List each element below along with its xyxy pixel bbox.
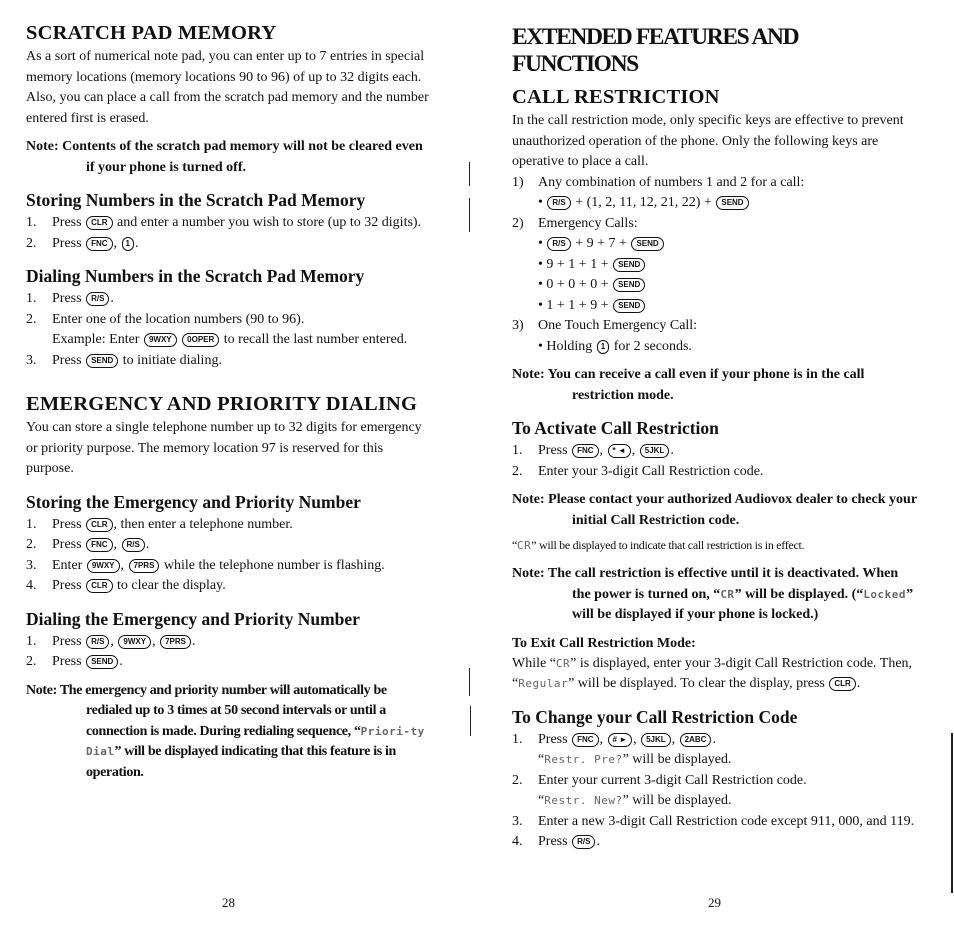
scratch-pad-body: As a sort of numerical note pad, you can enter up to 7 entries in special memory locations (memory locations 90 to 96) of up to 32 digits each. Also, you can place a call from the scratch pad memory and the number entered first is erased. <box>26 49 429 126</box>
list-item: 1) Any combination of numbers 1 and 2 for a call: <box>512 174 805 190</box>
exit-restriction-body: While “CR” is displayed, enter your 3-digit Call Restriction code. Then, “Regular” will be displayed. To clear the display, press CLR . <box>512 655 913 691</box>
recall-key-icon: R/S <box>122 538 145 552</box>
cr-indicator-text: “CR” will be displayed to indicate that call restriction is in effect. <box>512 538 805 552</box>
list-item: • Holding 1 for 2 seconds. <box>538 338 692 354</box>
recall-key-icon: R/S <box>547 196 570 210</box>
nine-key-icon: 9WXY <box>118 635 151 649</box>
list-item: 1. Press R/S , 9WXY , 7PRS . <box>26 633 196 649</box>
send-key-icon: SEND <box>631 237 663 251</box>
list-item: 3. Enter a new 3-digit Call Restriction code except 911, 000, and 119. <box>512 813 915 829</box>
change-code-steps <box>512 730 920 853</box>
left-page <box>26 0 432 787</box>
exit-restriction-heading: To Exit Call Restriction Mode: <box>512 635 696 651</box>
fnc-key-icon: FNC <box>572 444 598 458</box>
clr-key-icon: CLR <box>86 579 112 593</box>
page-number-left: 28 <box>222 895 235 910</box>
dialing-numbers-steps <box>26 289 432 371</box>
dialing-emergency-heading: Dialing the Emergency and Priority Number <box>26 608 360 629</box>
list-item: 2. Enter your current 3-digit Call Restriction code. “Restr. New?” will be displayed. <box>512 772 807 808</box>
one-key-icon: 1 <box>122 237 134 251</box>
list-item: 1. Press FNC , # ► , 5JKL , 2ABC . “Restr. Pre?” will be displayed. <box>512 731 732 767</box>
margin-mark <box>951 733 953 893</box>
emergency-heading: EMERGENCY AND PRIORITY DIALING <box>26 393 418 415</box>
margin-mark <box>469 162 470 186</box>
seven-key-icon: 7PRS <box>129 559 160 573</box>
send-key-icon: SEND <box>613 299 645 313</box>
list-item: • R/S + 9 + 7 + SEND <box>512 234 920 255</box>
nine-key-icon: 9WXY <box>87 559 120 573</box>
operative-keys-list <box>512 173 920 358</box>
recall-key-icon: R/S <box>547 237 570 251</box>
recall-key-icon: R/S <box>86 292 109 306</box>
deactivation-note: Note: The call restriction is effective until it is deactivated. When the power is turned on, “CR” will be displayed. (“Locked” will be displayed if your phone is locked.) <box>512 566 914 622</box>
two-key-icon: 2ABC <box>680 733 712 747</box>
dealer-note: Note: Please contact your authorized Audiovox dealer to check your initial Call Restriction code. <box>512 492 917 528</box>
seven-key-icon: 7PRS <box>160 635 191 649</box>
call-restriction-heading: CALL RESTRICTION <box>512 86 720 108</box>
list-item: 3. Enter 9WXY , 7PRS while the telephone number is flashing. <box>26 557 385 573</box>
recall-key-icon: R/S <box>86 635 109 649</box>
five-key-icon: 5JKL <box>640 444 670 458</box>
dialing-numbers-heading: Dialing Numbers in the Scratch Pad Memory <box>26 266 365 286</box>
storing-numbers-heading: Storing Numbers in the Scratch Pad Memory <box>26 190 366 210</box>
list-item: • R/S + (1, 2, 11, 12, 21, 22) + SEND <box>512 193 920 214</box>
activate-steps <box>512 441 920 482</box>
emergency-body: You can store a single telephone number up to 32 digits for emergency or priority purpose. The memory location 97 is reserved for this purpose. <box>26 420 422 476</box>
list-item: 1. Press R/S . <box>26 291 114 306</box>
send-key-icon: SEND <box>613 278 645 292</box>
list-item: 3) One Touch Emergency Call: <box>512 318 698 333</box>
fnc-key-icon: FNC <box>86 538 112 552</box>
scratch-pad-heading: SCRATCH PAD MEMORY <box>26 22 277 44</box>
call-restriction-body: In the call restriction mode, only specific keys are effective to prevent unauthorized operation of the phone. Only the following keys are operative to place a call. <box>512 113 904 169</box>
fnc-key-icon: FNC <box>86 237 112 251</box>
list-item: 4. Press CLR to clear the display. <box>26 578 226 593</box>
right-page <box>512 0 920 853</box>
redial-note: Note: The emergency and priority number will automatically be redialed up to 3 times at 50 second intervals or until a connection is made. During redialing sequence, “Priori-ty Dial” will be displayed indicating that this feature is in operation. <box>26 682 425 780</box>
page-number-right: 29 <box>708 895 721 910</box>
zero-key-icon: 0OPER <box>182 333 219 347</box>
pound-key-icon: # ► <box>608 733 633 747</box>
list-item: 2. Press FNC , 1 . <box>26 235 139 251</box>
clr-key-icon: CLR <box>86 518 112 532</box>
list-item: 2. Enter your 3-digit Call Restriction code. <box>512 463 764 479</box>
extended-features-heading: EXTENDED FEATURES AND FUNCTIONS <box>512 24 799 77</box>
list-item: • 1 + 1 + 9 + SEND <box>512 296 920 317</box>
star-key-icon: * ◄ <box>608 444 631 458</box>
change-code-heading: To Change your Call Restriction Code <box>512 706 798 727</box>
clr-key-icon: CLR <box>86 216 112 230</box>
list-item: 4. Press R/S . <box>512 834 600 849</box>
receive-call-note: Note: You can receive a call even if your phone is in the call restriction mode. <box>512 367 865 403</box>
list-item: 1. Press CLR , then enter a telephone number. <box>26 516 293 532</box>
list-item: 1. Press FNC , * ◄ , 5JKL . <box>512 443 674 458</box>
list-item: 2. Press SEND . <box>26 654 123 669</box>
list-item: 3. Press SEND to initiate dialing. <box>26 352 222 368</box>
five-key-icon: 5JKL <box>641 733 671 747</box>
activate-restriction-heading: To Activate Call Restriction <box>512 418 719 438</box>
dialing-emergency-steps <box>26 632 432 673</box>
recall-key-icon: R/S <box>572 835 595 849</box>
send-key-icon: SEND <box>86 655 118 669</box>
storing-numbers-steps <box>26 213 432 254</box>
margin-mark <box>470 706 471 736</box>
list-item: • 9 + 1 + 1 + SEND <box>512 255 920 276</box>
lcd-text: Priori-ty Dial <box>86 724 425 758</box>
send-key-icon: SEND <box>716 196 748 210</box>
storing-emergency-heading: Storing the Emergency and Priority Number <box>26 491 361 512</box>
list-item: 2. Press FNC , R/S . <box>26 537 150 552</box>
list-item: • 0 + 0 + 0 + SEND <box>512 275 920 296</box>
fnc-key-icon: FNC <box>572 733 598 747</box>
scratch-pad-note: Note: Contents of the scratch pad memory will not be cleared even if your phone is turned off. <box>26 139 423 175</box>
list-item: 2) Emergency Calls: <box>512 215 638 231</box>
list-item: 2. Enter one of the location numbers (90 to 96). Example: Enter 9WXY 0OPER to recall the last number entered. <box>26 311 408 347</box>
send-key-icon: SEND <box>86 354 118 368</box>
storing-emergency-steps <box>26 515 432 597</box>
margin-mark <box>469 668 470 696</box>
margin-mark <box>469 198 470 232</box>
clr-key-icon: CLR <box>829 677 855 691</box>
list-item: 1. Press CLR and enter a number you wish to store (up to 32 digits). <box>26 215 422 230</box>
one-key-icon: 1 <box>597 340 609 354</box>
nine-key-icon: 9WXY <box>144 333 177 347</box>
send-key-icon: SEND <box>613 258 645 272</box>
